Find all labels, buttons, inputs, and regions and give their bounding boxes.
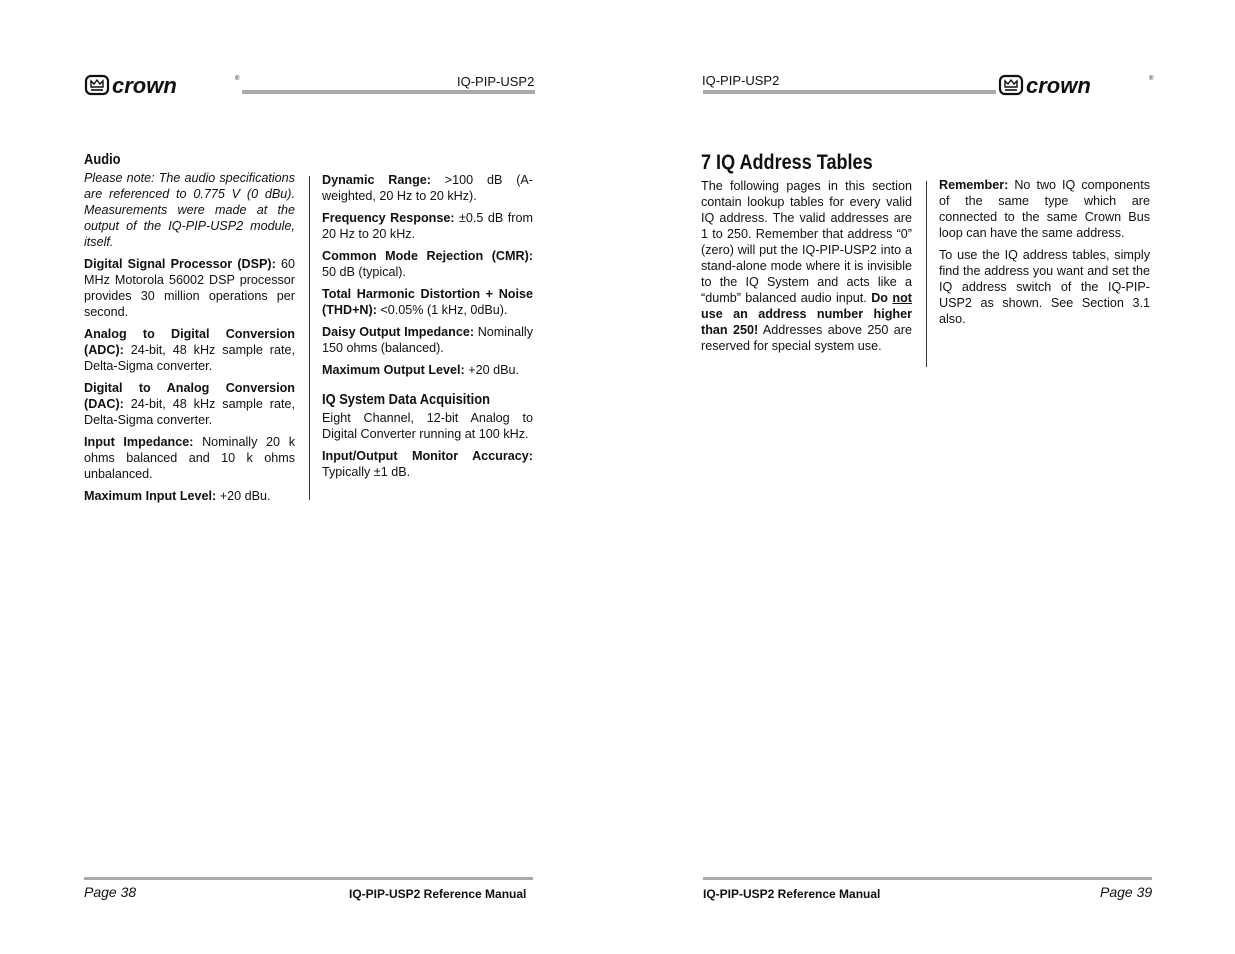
spec-thd: Total Harmonic Distortion + Noise (THD+N): <0.05% (1 kHz, 0dBu). [322, 287, 533, 317]
right-column-2 [939, 177, 1150, 333]
spec-max-output: Maximum Output Level: +20 dBu. [322, 363, 520, 377]
remember-note: Remember: No two IQ components of the same type which are connected to the same Crown Bus loop can have the same address. [939, 178, 1150, 240]
left-page-number: Page 38 [84, 884, 137, 900]
crown-logo [84, 72, 242, 98]
right-header-rule [703, 90, 996, 94]
spec-cmr: Common Mode Rejection (CMR): 50 dB (typical). [322, 249, 533, 279]
right-page-number: Page 39 [1100, 884, 1153, 900]
address-intro: The following pages in this section contain lookup tables for every valid IQ address. The valid addresses are 1 to 250. Remember that address “0” (zero) will put the IQ-PIP-USP2 into a stand-alone mode where it is invisible to the IQ System and acts like a “dumb” balanced audio input. Do not use an address number higher than 250! Addresses above 250 are reserved for special system use. [701, 179, 912, 353]
svg-text:®: ® [1149, 76, 1154, 82]
left-header-rule [242, 90, 535, 94]
right-footer-title: IQ-PIP-USP2 Reference Manual [703, 887, 881, 901]
right-column-1 [701, 178, 912, 360]
right-footer-rule [703, 877, 1152, 880]
spec-monitor-accuracy: Input/Output Monitor Accuracy: Typically ±1 dB. [322, 449, 533, 479]
left-column-1 [84, 152, 295, 510]
right-column-divider [926, 181, 927, 367]
spec-dac: Digital to Analog Conversion (DAC): 24-bit, 48 kHz sample rate, Delta-Sigma converter. [84, 381, 295, 427]
svg-text:®: ® [235, 76, 240, 82]
left-footer-rule [84, 877, 533, 880]
usage-text: To use the IQ address tables, simply find the address you want and set the IQ address switch of the IQ-PIP-USP2 as shown. See Section 3.1 also. [939, 248, 1150, 326]
spec-adc: Analog to Digital Conversion (ADC): 24-bit, 48 kHz sample rate, Delta-Sigma converter. [84, 327, 295, 373]
iq-acquisition-text: Eight Channel, 12-bit Analog to Digital Converter running at 100 kHz. [322, 411, 533, 441]
spec-max-input: Maximum Input Level: +20 dBu. [84, 489, 271, 503]
iq-acquisition-heading: IQ System Data Acquisition [322, 391, 490, 408]
spec-dynamic-range: Dynamic Range: >100 dB (A-weighted, 20 Hz to 20 kHz). [322, 173, 533, 203]
audio-heading: Audio [84, 151, 121, 168]
left-header-code: IQ-PIP-USP2 [457, 74, 535, 89]
left-column-divider [309, 176, 310, 500]
spec-input-impedance: Input Impedance: Nominally 20 k ohms balanced and 10 k ohms unbalanced. [84, 435, 295, 481]
crown-logo-right [998, 72, 1156, 98]
audio-note: Please note: The audio specifications are referenced to 0.775 V (0 dBu). Measurements were made at the output of the IQ-PIP-USP2 module, itself. [84, 171, 295, 249]
spec-frequency-response: Frequency Response: ±0.5 dB from 20 Hz to 20 kHz. [322, 211, 533, 241]
left-column-2 [322, 172, 533, 486]
spec-daisy-output: Daisy Output Impedance: Nominally 150 ohms (balanced). [322, 325, 533, 355]
section-title: 7 IQ Address Tables [701, 151, 873, 174]
svg-text:crown: crown [1026, 73, 1091, 98]
spec-dsp: Digital Signal Processor (DSP): 60 MHz Motorola 56002 DSP processor provides 30 million operations per second. [84, 257, 295, 319]
left-footer-title: IQ-PIP-USP2 Reference Manual [349, 887, 527, 901]
logo-wordmark: crown [112, 73, 177, 98]
right-header-code: IQ-PIP-USP2 [702, 73, 780, 88]
